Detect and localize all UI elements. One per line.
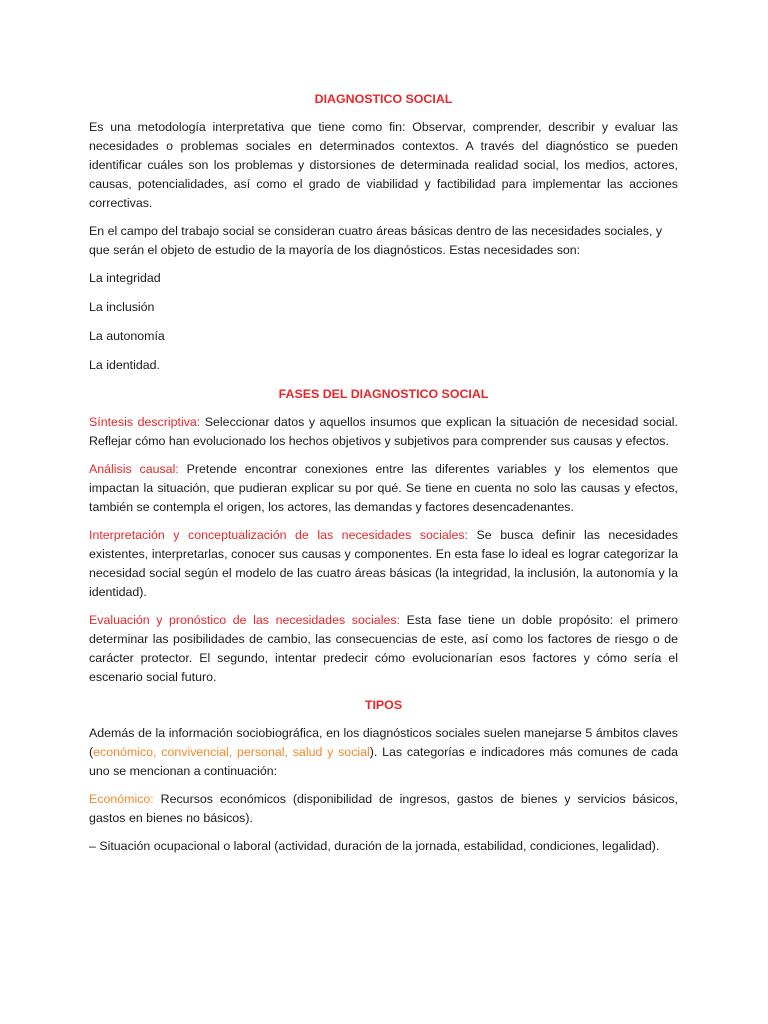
occupational-paragraph: – Situación ocupacional o laboral (actividad, duración de la jornada, estabilidad, condiciones, legalidad).: [89, 839, 660, 853]
intro-paragraph: Es una metodología interpretativa que tiene como fin: Observar, comprender, describir y evaluar las necesidades o problemas sociales en determinados contextos. A través del diagnóstico se pueden identificar cuáles son los problemas y distorsiones de determinada realidad social, los medios, actores, causas, potencialidades, así como el grado de viabilidad y factibilidad para implementar las acciones correctivas.: [89, 120, 678, 210]
types-heading: TIPOS: [364, 698, 403, 712]
phase-label: Síntesis descriptiva:: [89, 415, 201, 429]
area-item-autonomy: La autonomía: [89, 329, 165, 343]
phase-label: Interpretación y conceptualización de las necesidades sociales:: [89, 528, 468, 542]
phase-paragraph: [89, 413, 678, 451]
area-item-integrity: La integridad: [89, 271, 161, 285]
area-item-identity: La identidad.: [89, 358, 160, 372]
phases-heading: FASES DEL DIAGNOSTICO SOCIAL: [278, 387, 489, 401]
phase-label: Evaluación y pronóstico de las necesidades sociales:: [89, 613, 400, 627]
types-intro-paragraph: [89, 724, 678, 781]
document-title: DIAGNOSTICO SOCIAL: [314, 92, 453, 106]
economic-label: Económico:: [89, 792, 154, 806]
types-intro-highlight: económico, convivencial, personal, salud y social: [93, 745, 370, 759]
document-page: [89, 90, 678, 865]
types-intro-after: ). Las categorías e indicadores más comunes de cada uno se mencionan a continuación:: [89, 745, 678, 778]
phase-text: Esta fase tiene un doble propósito: el primero determinar las posibilidades de cambio, las consecuencias de este, así como los factores de riesgo o de carácter protector. El segundo, intentar predecir cómo evolucionarían esos factores y cómo sería el escenario social futuro.: [89, 613, 679, 684]
economic-text: Recursos económicos (disponibilidad de ingresos, gastos de bienes y servicios básicos, gastos en bienes no básicos).: [89, 792, 678, 825]
areas-intro-paragraph: En el campo del trabajo social se consideran cuatro áreas básicas dentro de las necesidades sociales, y que serán el objeto de estudio de la mayoría de los diagnósticos. Estas necesidades son:: [89, 224, 663, 257]
phase-paragraph: [89, 526, 678, 602]
phase-text: Pretende encontrar conexiones entre las diferentes variables y los elementos que impactan la situación, que pudieran explicar su por qué. Se tiene en cuenta no solo las causas y efectos, también se contempla el origen, los actores, las demandas y factores desencadenantes.: [89, 462, 678, 514]
phase-text: Seleccionar datos y aquellos insumos que explican la situación de necesidad social. Reflejar cómo han evolucionado los hechos objetivos y subjetivos para comprender sus causas y efectos.: [89, 415, 679, 448]
phase-paragraph: [89, 460, 678, 517]
area-item-inclusion: La inclusión: [89, 300, 155, 314]
phase-paragraph: [89, 611, 678, 687]
phase-text: Se busca definir las necesidades existentes, interpretarlas, conocer sus causas y componentes. En esta fase lo ideal es lograr categorizar la necesidad social según el modelo de las cuatro áreas básicas (la integridad, la inclusión, la autonomía y la identidad).: [89, 528, 678, 599]
economic-paragraph: [89, 790, 678, 828]
phase-label: Análisis causal:: [89, 462, 179, 476]
types-intro-before: Además de la información sociobiográfica, en los diagnósticos sociales suelen manejarse 5 ámbitos claves (: [89, 726, 678, 759]
